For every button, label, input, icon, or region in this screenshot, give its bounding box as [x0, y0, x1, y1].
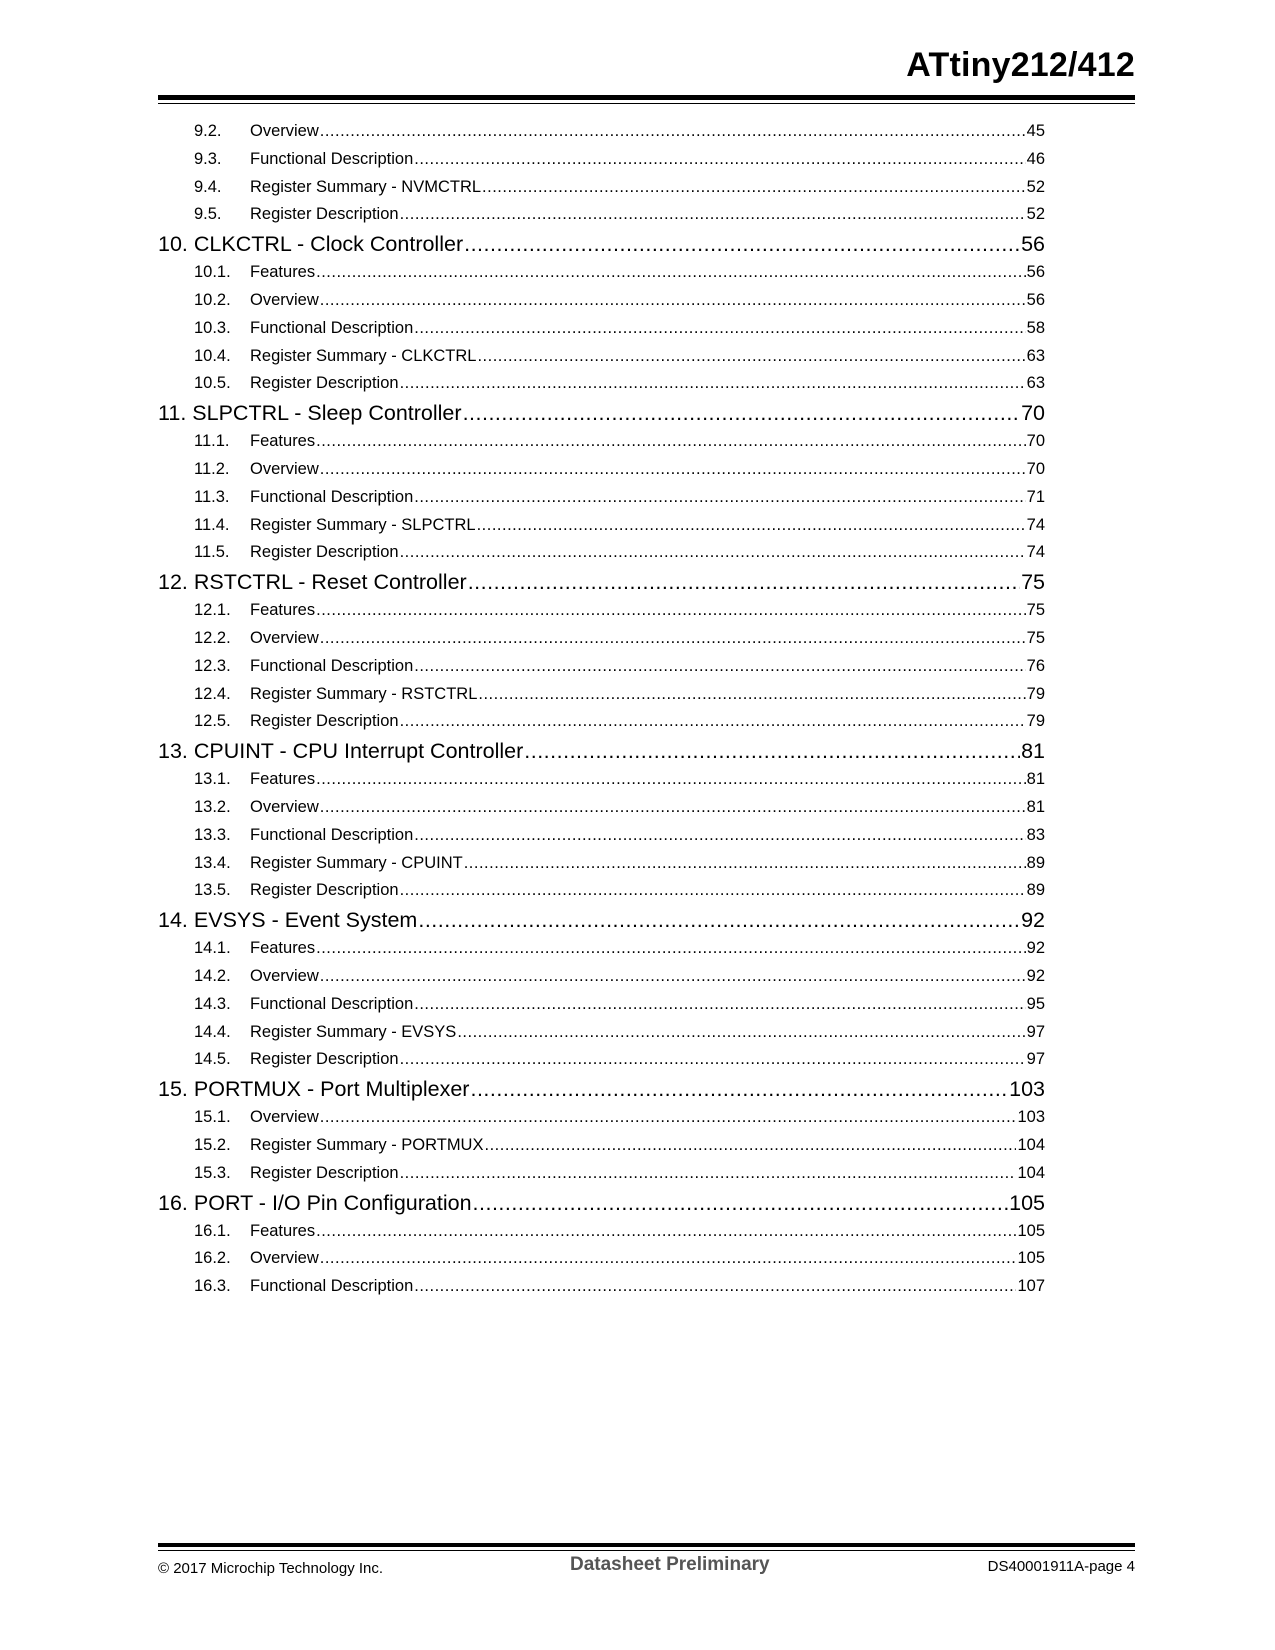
toc-entry-number: 14.1.	[194, 939, 231, 958]
toc-dot-leader	[414, 484, 1025, 512]
toc-entry-number: 11.3.	[194, 487, 230, 506]
toc-dot-leader	[400, 1046, 1026, 1074]
toc-entry-page: 105	[1009, 1190, 1045, 1215]
toc-subsection-entry[interactable]	[158, 259, 1045, 287]
footer-copyright: © 2017 Microchip Technology Inc.	[158, 1560, 384, 1577]
toc-dot-leader	[414, 315, 1025, 343]
toc-entry-number: 14.5.	[194, 1050, 231, 1069]
toc-entry-page: 56	[1026, 263, 1045, 282]
toc-dot-leader	[478, 681, 1025, 709]
toc-entry-number: 10.	[158, 232, 188, 257]
toc-subsection-entry[interactable]	[158, 1245, 1045, 1273]
toc-dot-leader	[316, 597, 1026, 625]
toc-dot-leader	[400, 708, 1026, 736]
toc-entry-number: 12.1.	[194, 601, 231, 620]
toc-entry-title: Register Description	[250, 374, 399, 393]
toc-entry-title: Overview	[250, 966, 319, 985]
toc-dot-leader	[320, 1104, 1017, 1132]
toc-subsection-entry[interactable]	[158, 118, 1045, 146]
toc-entry-page: 97	[1026, 1022, 1045, 1041]
toc-chapter-group	[158, 1188, 1045, 1301]
toc-chapter-entry[interactable]	[158, 229, 1045, 259]
toc-entry-page: 79	[1026, 712, 1045, 731]
toc-entry-title: Register Summary - RSTCTRL	[250, 684, 478, 703]
toc-entry-number: 14.2.	[194, 966, 231, 985]
toc-entry-page: 63	[1026, 374, 1045, 393]
toc-entry-number: 12.5.	[194, 712, 231, 731]
footer-rule-thick	[158, 1543, 1135, 1547]
toc-entry-title: Functional Description	[250, 1277, 414, 1296]
toc-dot-leader	[414, 146, 1025, 174]
toc-entry-title: Register Summary - CLKCTRL	[250, 346, 477, 365]
toc-dot-leader	[320, 287, 1026, 315]
toc-entry-page: 89	[1026, 881, 1045, 900]
toc-entry-title: Functional Description	[250, 318, 414, 337]
toc-dot-leader	[400, 877, 1026, 905]
toc-entry-number: 14.	[158, 908, 188, 933]
toc-entry-page: 52	[1026, 205, 1045, 224]
toc-entry-number: 12.2.	[194, 628, 231, 647]
toc-subsection-entry[interactable]	[158, 146, 1045, 174]
toc-entry-number: 14.4.	[194, 1022, 231, 1041]
toc-entry-title: Functional Description	[250, 149, 414, 168]
toc-chapter-entry[interactable]	[158, 1074, 1045, 1104]
toc-subsection-entry[interactable]	[158, 1104, 1045, 1132]
toc-entry-page: 58	[1026, 318, 1045, 337]
toc-subsection-entry[interactable]	[158, 1132, 1045, 1160]
toc-entry-title: Overview	[250, 1249, 319, 1268]
toc-dot-leader	[414, 822, 1025, 850]
toc-dot-leader	[316, 766, 1026, 794]
toc-entry-page: 70	[1026, 459, 1045, 478]
toc-entry-title: Register Description	[250, 205, 399, 224]
toc-entry-page: 75	[1026, 601, 1045, 620]
toc-entry-page: 95	[1026, 994, 1045, 1013]
toc-dot-leader	[320, 456, 1026, 484]
header-rule-thick	[158, 95, 1135, 100]
toc-chapter-entry[interactable]	[158, 1188, 1045, 1218]
toc-chapter-group	[158, 398, 1045, 567]
toc-dot-leader	[320, 963, 1026, 991]
toc-entry-page: 92	[1026, 966, 1045, 985]
toc-entry-number: 9.3.	[194, 149, 222, 168]
toc-entry-title: Register Summary - CPUINT	[250, 853, 463, 872]
toc-entry-title: Overview	[250, 1108, 319, 1127]
toc-chapter-group	[158, 905, 1045, 1074]
toc-entry-number: 10.2.	[194, 290, 231, 309]
toc-dot-leader	[400, 370, 1026, 398]
toc-entry-title: SLPCTRL - Sleep Controller	[192, 401, 462, 426]
toc-dot-leader	[524, 736, 1020, 766]
toc-entry-page: 103	[1017, 1108, 1045, 1127]
toc-entry-page: 97	[1026, 1050, 1045, 1069]
toc-entry-title: PORT - I/O Pin Configuration	[193, 1190, 472, 1215]
toc-entry-title: Overview	[250, 122, 319, 140]
toc-entry-title: EVSYS - Event System	[193, 908, 418, 933]
toc-entry-page: 71	[1026, 487, 1045, 506]
toc-entry-number: 12.	[158, 570, 188, 595]
toc-entry-number: 14.3.	[194, 994, 231, 1013]
toc-entry-title: Overview	[250, 797, 319, 816]
toc-dot-leader	[316, 428, 1026, 456]
toc-entry-page: 81	[1026, 797, 1045, 816]
toc-subsection-entry[interactable]	[158, 1046, 1045, 1074]
toc-entry-page: 56	[1026, 290, 1045, 309]
toc-entry-number: 11.1.	[194, 432, 230, 451]
toc-subsection-entry[interactable]	[158, 1218, 1045, 1246]
toc-entry-number: 10.3.	[194, 318, 231, 337]
toc-entry-number: 13.2.	[194, 797, 231, 816]
toc-entry-number: 15.1.	[194, 1108, 231, 1127]
toc-subsection-entry[interactable]	[158, 653, 1045, 681]
toc-entry-number: 16.	[158, 1190, 188, 1215]
toc-entry-number: 16.3.	[194, 1277, 231, 1296]
toc-dot-leader	[464, 850, 1026, 878]
toc-subsection-entry[interactable]	[158, 428, 1045, 456]
toc-entry-title: PORTMUX - Port Multiplexer	[193, 1077, 470, 1102]
toc-entry-number: 11.4.	[194, 515, 230, 534]
toc-entry-number: 13.3.	[194, 825, 231, 844]
toc-entry-title: Register Summary - NVMCTRL	[250, 177, 482, 196]
toc-subsection-entry[interactable]	[158, 850, 1045, 878]
toc-chapter-entry[interactable]	[158, 736, 1045, 766]
toc-entry-title: Overview	[250, 628, 319, 647]
toc-entry-page: 92	[1026, 939, 1045, 958]
toc-dot-leader	[463, 398, 1021, 428]
toc-entry-number: 13.5.	[194, 881, 231, 900]
toc-subsection-entry[interactable]	[158, 877, 1045, 905]
toc-entry-title: RSTCTRL - Reset Controller	[193, 570, 467, 595]
toc-subsection-entry[interactable]	[158, 1019, 1045, 1047]
toc-entry-page: 81	[1026, 770, 1045, 789]
toc-entry-page: 75	[1021, 570, 1045, 595]
toc-dot-leader	[482, 174, 1026, 202]
toc-subsection-entry[interactable]	[158, 935, 1045, 963]
toc-entry-page: 56	[1021, 232, 1045, 257]
toc-subsection-entry[interactable]	[158, 512, 1045, 540]
toc-dot-leader	[414, 991, 1025, 1019]
toc-subsection-entry[interactable]	[158, 343, 1045, 371]
toc-entry-title: CLKCTRL - Clock Controller	[193, 232, 464, 257]
toc-subsection-entry[interactable]	[158, 963, 1045, 991]
toc-entry-number: 13.	[158, 739, 188, 764]
footer-rule-thin	[158, 1550, 1135, 1551]
toc-dot-leader	[468, 567, 1020, 597]
toc-subsection-entry[interactable]	[158, 991, 1045, 1019]
toc-entry-page: 104	[1017, 1135, 1045, 1154]
toc-entry-title: Register Summary - SLPCTRL	[250, 515, 476, 534]
toc-chapter-entry[interactable]	[158, 398, 1045, 428]
toc-subsection-entry[interactable]	[158, 370, 1045, 398]
toc-entry-page: 89	[1026, 853, 1045, 872]
toc-entry-page: 70	[1021, 401, 1045, 426]
toc-subsection-entry[interactable]	[158, 794, 1045, 822]
toc-subsection-entry[interactable]	[158, 456, 1045, 484]
toc-subsection-entry[interactable]	[158, 1160, 1045, 1188]
toc-dot-leader	[473, 1188, 1009, 1218]
toc-entry-number: 12.4.	[194, 684, 231, 703]
toc-entry-number: 15.2.	[194, 1135, 231, 1154]
toc-entry-number: 11.5.	[194, 543, 230, 562]
toc-entry-page: 79	[1026, 684, 1045, 703]
toc-entry-title: Features	[250, 263, 316, 282]
toc-dot-leader	[316, 1218, 1016, 1246]
toc-chapter-entry[interactable]	[158, 567, 1045, 597]
toc-dot-leader	[320, 1245, 1017, 1273]
toc-subsection-entry[interactable]	[158, 766, 1045, 794]
toc-dot-leader	[320, 118, 1026, 146]
toc-entry-page: 75	[1026, 628, 1045, 647]
toc-section-group	[158, 118, 1045, 229]
toc-dot-leader	[316, 935, 1026, 963]
toc-entry-number: 11.2.	[194, 459, 230, 478]
toc-entry-number: 15.	[158, 1077, 188, 1102]
toc-entry-number: 13.4.	[194, 853, 231, 872]
toc-entry-title: Features	[250, 601, 316, 620]
toc-entry-number: 9.4.	[194, 177, 222, 196]
toc-entry-number: 10.4.	[194, 346, 231, 365]
toc-dot-leader	[320, 625, 1026, 653]
toc-subsection-entry[interactable]	[158, 625, 1045, 653]
toc-entry-number: 16.2.	[194, 1249, 231, 1268]
toc-entry-title: Overview	[250, 290, 319, 309]
toc-dot-leader	[400, 201, 1026, 229]
toc-entry-title: Register Description	[250, 1163, 399, 1182]
toc-entry-title: Register Summary - PORTMUX	[250, 1135, 484, 1154]
toc-subsection-entry[interactable]	[158, 597, 1045, 625]
toc-entry-page: 46	[1026, 149, 1045, 168]
toc-dot-leader	[477, 512, 1026, 540]
toc-entry-number: 16.1.	[194, 1221, 231, 1240]
toc-entry-title: Functional Description	[250, 825, 414, 844]
toc-subsection-entry[interactable]	[158, 201, 1045, 229]
toc-dot-leader	[400, 1160, 1017, 1188]
toc-dot-leader	[457, 1019, 1025, 1047]
toc-dot-leader	[477, 343, 1025, 371]
toc-entry-page: 76	[1026, 656, 1045, 675]
toc-subsection-entry[interactable]	[158, 708, 1045, 736]
toc-entry-number: 12.3.	[194, 656, 231, 675]
toc-entry-title: Features	[250, 1221, 316, 1240]
toc-subsection-entry[interactable]	[158, 539, 1045, 567]
toc-entry-page: 105	[1017, 1249, 1045, 1268]
footer-status: Datasheet Preliminary	[570, 1554, 770, 1575]
toc-entry-page: 63	[1026, 346, 1045, 365]
toc-entry-page: 104	[1017, 1163, 1045, 1182]
toc-subsection-entry[interactable]	[158, 315, 1045, 343]
toc-entry-number: 15.3.	[194, 1163, 231, 1182]
toc-chapter-entry[interactable]	[158, 905, 1045, 935]
toc-chapter-group	[158, 736, 1045, 905]
document-title: ATtiny212/412	[906, 46, 1135, 84]
footer-page-number: DS40001911A-page 4	[987, 1558, 1135, 1575]
toc-entry-number: 9.2.	[194, 122, 222, 140]
toc-entry-page: 107	[1017, 1277, 1045, 1296]
toc-subsection-entry[interactable]	[158, 822, 1045, 850]
toc-entry-page: 92	[1021, 908, 1045, 933]
toc-subsection-entry[interactable]	[158, 1273, 1045, 1301]
toc-dot-leader	[400, 539, 1026, 567]
toc-entry-page: 74	[1026, 543, 1045, 562]
toc-entry-title: Functional Description	[250, 487, 414, 506]
toc-entry-page: 74	[1026, 515, 1045, 534]
toc-entry-title: Overview	[250, 459, 319, 478]
toc-entry-title: Register Summary - EVSYS	[250, 1022, 457, 1041]
toc-entry-number: 10.1.	[194, 263, 231, 282]
toc-chapter-group	[158, 1074, 1045, 1187]
toc-entry-page: 45	[1026, 122, 1045, 140]
toc-dot-leader	[414, 653, 1025, 681]
toc-chapter-group	[158, 229, 1045, 398]
toc-entry-title: Functional Description	[250, 994, 414, 1013]
header-rule-thin	[158, 103, 1135, 104]
toc-entry-page: 83	[1026, 825, 1045, 844]
toc-entry-title: Functional Description	[250, 656, 414, 675]
toc-entry-title: Features	[250, 432, 316, 451]
toc-entry-number: 11.	[158, 401, 187, 426]
toc-subsection-entry[interactable]	[158, 484, 1045, 512]
toc-entry-number: 10.5.	[194, 374, 231, 393]
toc-chapter-group	[158, 567, 1045, 736]
toc-entry-page: 81	[1021, 739, 1045, 764]
toc-entry-title: Register Description	[250, 712, 399, 731]
toc-dot-leader	[320, 794, 1026, 822]
toc-entry-title: Register Description	[250, 1050, 399, 1069]
toc-entry-title: Register Description	[250, 543, 399, 562]
toc-entry-number: 13.1.	[194, 770, 231, 789]
table-of-contents	[158, 118, 1045, 1301]
toc-dot-leader	[418, 905, 1020, 935]
toc-subsection-entry[interactable]	[158, 287, 1045, 315]
toc-entry-title: Features	[250, 939, 316, 958]
toc-dot-leader	[414, 1273, 1016, 1301]
toc-entry-page: 103	[1009, 1077, 1045, 1102]
toc-dot-leader	[484, 1132, 1016, 1160]
toc-subsection-entry[interactable]	[158, 174, 1045, 202]
toc-entry-title: CPUINT - CPU Interrupt Controller	[193, 739, 524, 764]
toc-entry-number: 9.5.	[194, 205, 222, 224]
toc-dot-leader	[464, 229, 1020, 259]
toc-entry-page: 52	[1026, 177, 1045, 196]
toc-entry-page: 105	[1017, 1221, 1045, 1240]
toc-entry-title: Register Description	[250, 881, 399, 900]
toc-subsection-entry[interactable]	[158, 681, 1045, 709]
toc-dot-leader	[316, 259, 1026, 287]
toc-entry-title: Features	[250, 770, 316, 789]
toc-entry-page: 70	[1026, 432, 1045, 451]
toc-dot-leader	[470, 1074, 1008, 1104]
